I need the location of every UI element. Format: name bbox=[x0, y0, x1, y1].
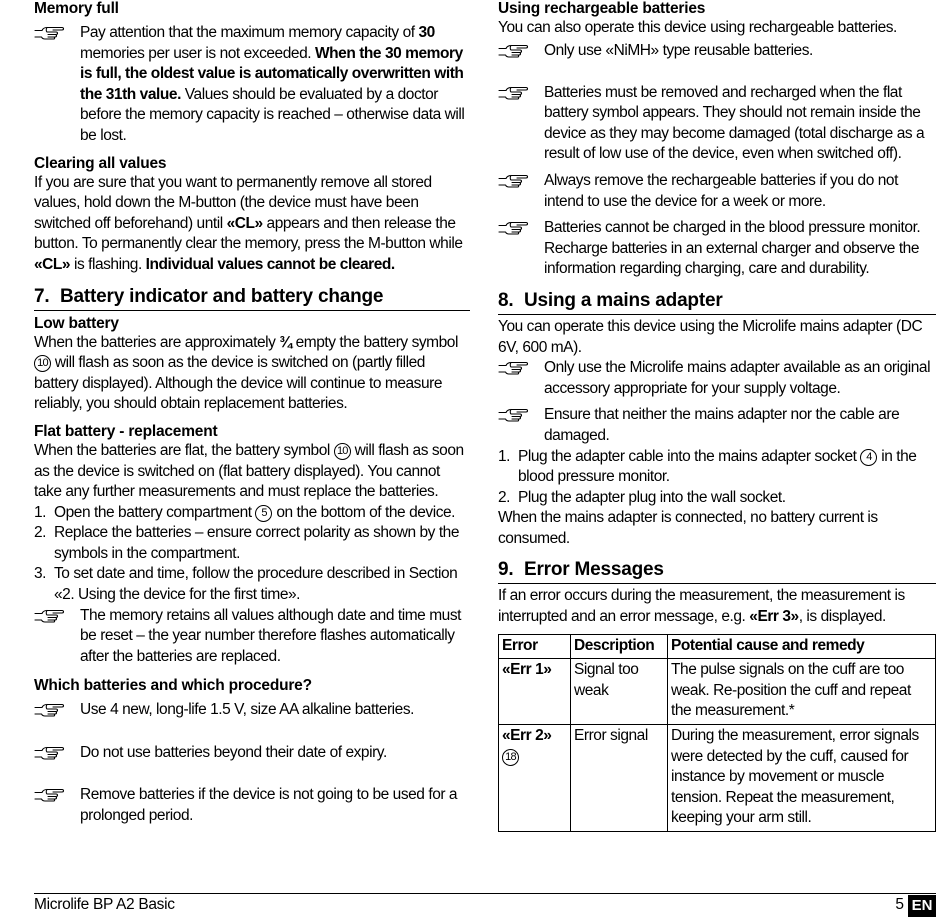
error-intro-a: If an error occurs during the measurement, the measurement is interrupted and an error message, e.g. bbox=[498, 587, 905, 626]
rechargeable-note bbox=[498, 83, 936, 165]
step-number: 2. bbox=[498, 488, 511, 506]
column-header: Error bbox=[499, 634, 571, 659]
step-text: To set date and time, follow the procedure described in Section «2. Using the device for the first time». bbox=[54, 565, 458, 604]
error-symbol-ref: 18 bbox=[502, 749, 519, 766]
step-number: 3. bbox=[34, 565, 47, 583]
error-code: «Err 1» bbox=[502, 661, 552, 679]
pointing-hand-icon bbox=[498, 83, 544, 105]
step-item bbox=[498, 447, 936, 488]
step-text-b: on the bottom of the device. bbox=[272, 503, 456, 521]
low-battery-heading: Low battery bbox=[34, 314, 119, 332]
memory-full-heading: Memory full bbox=[34, 0, 119, 17]
error-intro-c: , is displayed. bbox=[798, 608, 886, 626]
step-item bbox=[498, 488, 936, 509]
three-quarter-value: ¾ bbox=[279, 333, 292, 351]
section-title: Error Messages bbox=[524, 559, 664, 581]
flat-battery-text-a: When the batteries are flat, the battery symbol bbox=[34, 441, 334, 459]
pointing-hand-icon bbox=[34, 785, 80, 807]
pointing-hand-icon bbox=[34, 23, 80, 45]
low-battery-text bbox=[34, 333, 470, 415]
memory-retain-note bbox=[34, 606, 470, 668]
pointing-hand-icon bbox=[498, 218, 544, 240]
step-item bbox=[34, 564, 470, 605]
table-header-row bbox=[499, 634, 936, 659]
flat-battery-heading: Flat battery - replacement bbox=[34, 422, 218, 440]
pointing-hand-icon bbox=[498, 358, 544, 380]
error-code-cell bbox=[499, 659, 571, 725]
cl-label: «CL» bbox=[34, 255, 71, 273]
table-row bbox=[499, 659, 936, 725]
rechargeable-heading: Using rechargeable batteries bbox=[498, 0, 706, 17]
step-text-a: Open the battery compartment bbox=[54, 503, 256, 521]
memory-retain-text: The memory retains all values although date and time must be reset – the year number therefore flashes automatically after the batteries are replaced. bbox=[80, 606, 461, 665]
step-text: Plug the adapter plug into the wall socket. bbox=[518, 488, 786, 506]
error-code-cell bbox=[499, 725, 571, 832]
error-intro bbox=[498, 586, 936, 627]
rechargeable-note-text: Always remove the rechargeable batteries if you do not intend to use the device for a week or more. bbox=[544, 171, 898, 210]
battery-note-text: Use 4 new, long-life 1.5 V, size AA alkaline batteries. bbox=[80, 701, 414, 719]
column-header: Description bbox=[571, 634, 668, 659]
error-remedy: During the measurement, error signals were detected by the cuff, caused for instance by movement or muscle tension. Repeat the measurement, keeping your arm still. bbox=[668, 725, 936, 832]
error-description: Signal too weak bbox=[571, 659, 668, 725]
clearing-text bbox=[34, 173, 470, 276]
pointing-hand-icon bbox=[34, 606, 80, 628]
pointing-hand-icon bbox=[34, 743, 80, 765]
flat-battery-text bbox=[34, 441, 470, 503]
mains-note bbox=[498, 358, 936, 399]
battery-compartment-ref: 5 bbox=[255, 505, 272, 522]
column-header: Potential cause and remedy bbox=[668, 634, 936, 659]
battery-symbol-ref: 10 bbox=[34, 355, 51, 372]
pointing-hand-icon bbox=[498, 405, 544, 427]
pointing-hand-icon bbox=[34, 700, 80, 722]
rechargeable-note-text: Only use «NiMH» type reusable batteries. bbox=[544, 41, 813, 59]
clearing-text-e: is flashing. bbox=[70, 255, 146, 273]
step-number: 1. bbox=[34, 503, 47, 521]
rechargeable-intro: You can also operate this device using rechargeable batteries. bbox=[498, 19, 897, 36]
step-number: 1. bbox=[498, 447, 511, 465]
mains-note-text: Only use the Microlife mains adapter available as an original accessory appropriate for your supply voltage. bbox=[544, 359, 931, 397]
section-number: 8. bbox=[498, 289, 514, 311]
language-badge: EN bbox=[908, 895, 936, 917]
step-text bbox=[518, 447, 936, 488]
section-title: Battery indicator and battery change bbox=[60, 285, 384, 307]
adapter-socket-ref: 4 bbox=[860, 449, 877, 466]
individual-values-warning: Individual values cannot be cleared. bbox=[145, 255, 395, 273]
error-description: Error signal bbox=[571, 725, 668, 832]
mains-note bbox=[498, 405, 936, 446]
memory-full-text-a: Pay attention that the maximum memory capacity of bbox=[80, 24, 419, 41]
battery-note bbox=[34, 785, 470, 826]
pointing-hand-icon bbox=[498, 41, 544, 63]
section-9-heading bbox=[498, 559, 936, 584]
low-battery-text-a: When the batteries are approximately bbox=[34, 333, 280, 351]
memory-capacity-value: 30 bbox=[418, 24, 435, 41]
section-number: 9. bbox=[498, 559, 514, 581]
section-number: 7. bbox=[34, 285, 50, 307]
rechargeable-note bbox=[498, 41, 936, 63]
footer-brand: Microlife BP A2 Basic bbox=[34, 896, 175, 913]
battery-note bbox=[34, 700, 470, 722]
table-row bbox=[499, 725, 936, 832]
clearing-heading: Clearing all values bbox=[34, 154, 167, 172]
page-number: 5 bbox=[895, 896, 904, 913]
which-batteries-heading: Which batteries and which procedure? bbox=[34, 677, 312, 695]
memory-overwrite-warning: When the 30 memory is full, the oldest value is automatically overwritten with the 31th value. bbox=[80, 44, 464, 103]
error-remedy: The pulse signals on the cuff are too weak. Re-position the cuff and repeat the measurement.* bbox=[668, 659, 936, 725]
step-text: Replace the batteries – ensure correct polarity as shown by the symbols in the compartment. bbox=[54, 524, 460, 562]
section-8-heading bbox=[498, 290, 936, 315]
page-footer bbox=[34, 893, 936, 914]
battery-note bbox=[34, 743, 470, 765]
mains-intro: You can operate this device using the Microlife mains adapter (DC 6V, 600 mA). bbox=[498, 317, 923, 356]
clearing-text-c: appears and then release the button. To permanently clear the memory, press the M-button while bbox=[34, 214, 463, 253]
left-column bbox=[34, 0, 470, 827]
step-text-a: Plug the adapter cable into the mains adapter socket bbox=[518, 447, 861, 465]
cl-label: «CL» bbox=[226, 214, 263, 232]
battery-note-text: Remove batteries if the device is not going to be used for a prolonged period. bbox=[80, 786, 458, 825]
err3-label: «Err 3» bbox=[749, 608, 799, 626]
error-code: «Err 2» bbox=[502, 727, 552, 745]
pointing-hand-icon bbox=[498, 171, 544, 193]
low-battery-text-d: will flash as soon as the device is switched on (partly filled battery displayed). Although the device will continue to measure reliably, you should obtain replacement batteries. bbox=[34, 354, 443, 413]
step-number: 2. bbox=[34, 524, 47, 542]
memory-full-text bbox=[80, 23, 470, 147]
low-battery-text-c: empty the battery symbol bbox=[291, 333, 458, 351]
rechargeable-note bbox=[498, 171, 936, 212]
step-text bbox=[54, 503, 470, 524]
step-text-b: in the blood pressure monitor. bbox=[518, 447, 917, 486]
memory-full-note bbox=[34, 23, 470, 147]
step-item bbox=[34, 503, 470, 524]
flat-battery-text-b: will flash as soon as the device is switched on (flat battery displayed). You cannot take any further measurements and must replace the batteries. bbox=[34, 441, 464, 501]
mains-note-text: Ensure that neither the mains adapter nor the cable are damaged. bbox=[544, 406, 900, 444]
section-title: Using a mains adapter bbox=[524, 289, 723, 311]
rechargeable-note bbox=[498, 218, 936, 280]
clearing-text-a: If you are sure that you want to permanently remove all stored values, hold down the M-button (the device must have been switched off beforehand) until bbox=[34, 173, 432, 232]
rechargeable-note-text: Batteries cannot be charged in the blood pressure monitor. Recharge batteries in an external charger and observe the information regarding charging, care and durability. bbox=[544, 219, 921, 278]
rechargeable-note-text: Batteries must be removed and recharged when the flat battery symbol appears. They should not remain inside the device as they may become damaged (total discharge as a result of low use of the device, even when switched off). bbox=[544, 83, 925, 163]
error-table bbox=[498, 634, 936, 832]
right-column bbox=[498, 0, 936, 832]
mains-outro: When the mains adapter is connected, no battery current is consumed. bbox=[498, 509, 878, 547]
battery-symbol-ref: 10 bbox=[334, 443, 351, 460]
memory-full-text-e: Values should be evaluated by a doctor before the memory capacity is reached – otherwise data will be lost. bbox=[80, 85, 465, 144]
section-7-heading bbox=[34, 286, 470, 311]
step-item bbox=[34, 523, 470, 564]
memory-full-text-c: memories per user is not exceeded. bbox=[80, 44, 315, 62]
battery-note-text: Do not use batteries beyond their date of expiry. bbox=[80, 744, 387, 762]
